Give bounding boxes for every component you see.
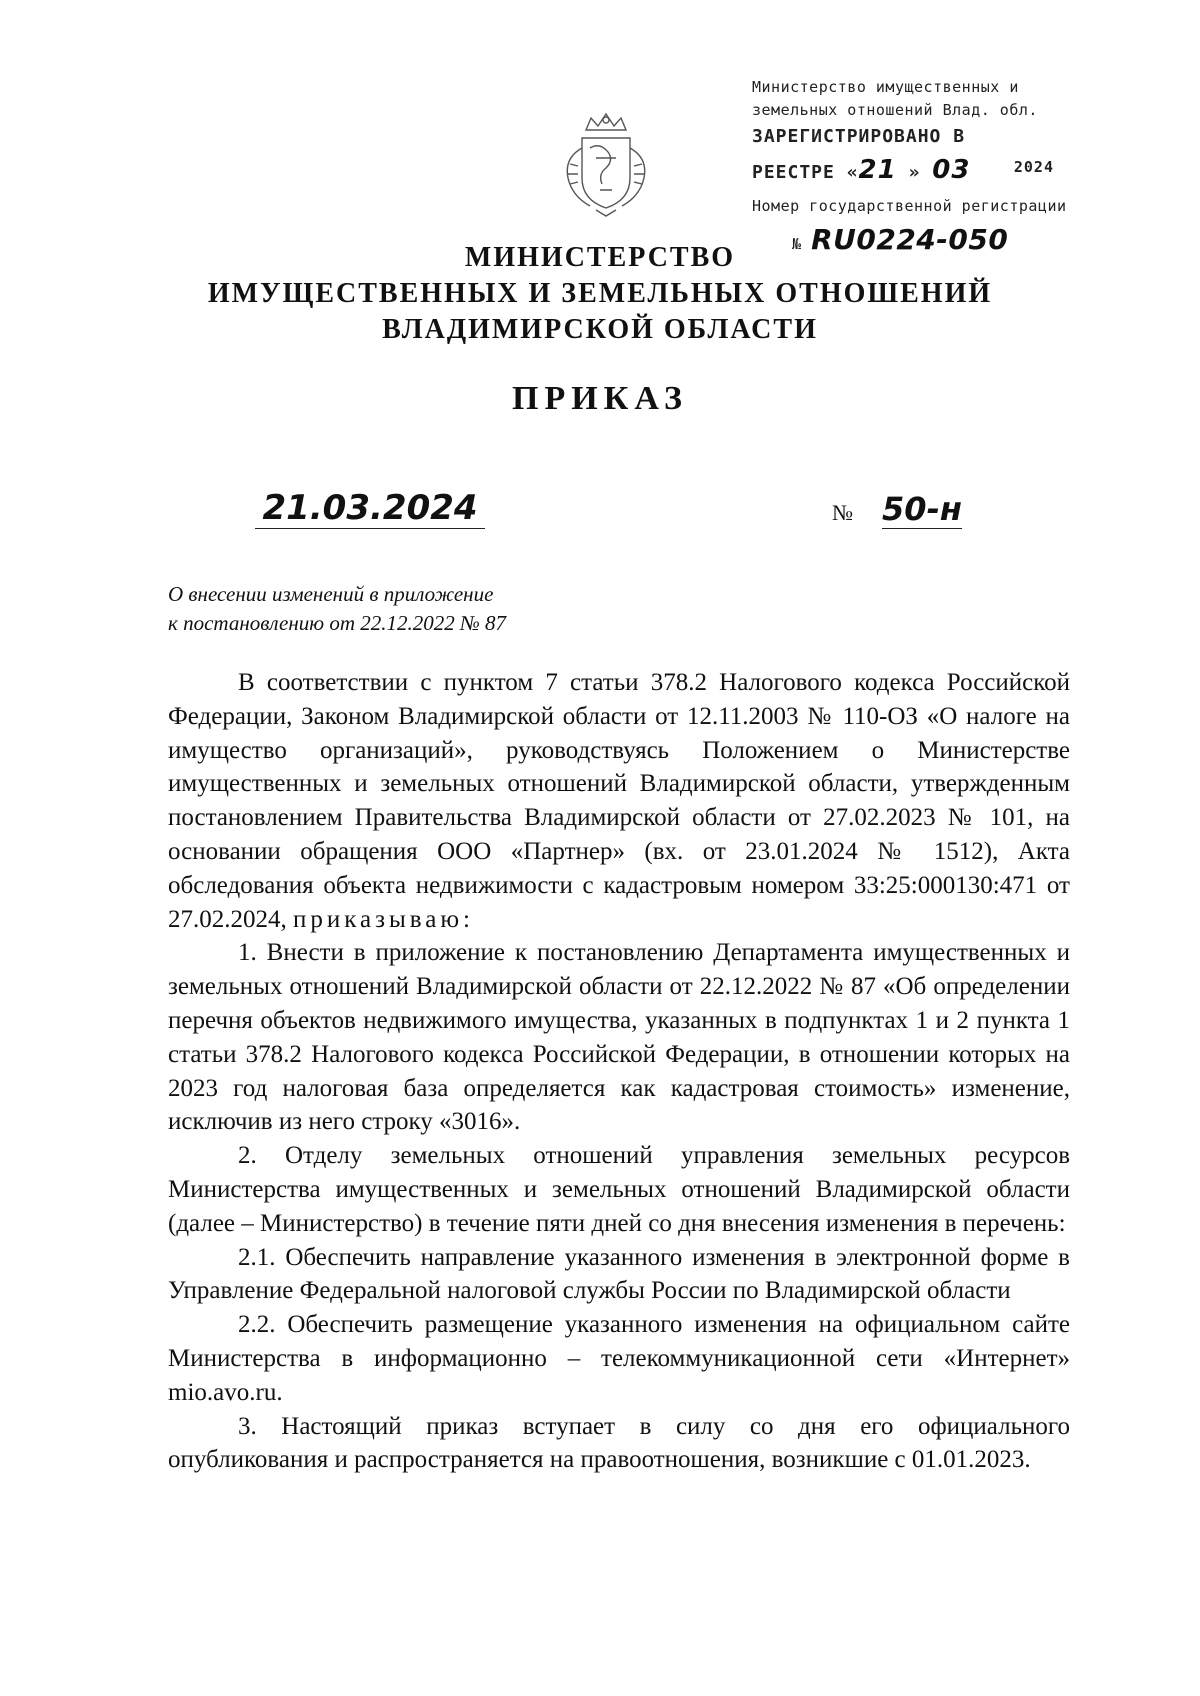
preamble-text: В соответствии с пунктом 7 статьи 378.2 Налогового кодекса Российской Федерации, Законом Владимирской области от 12.11.2003 № 110-ОЗ «О налоге на имущество организаций», руководствуясь Положением о Министерстве имущественных и земельных отношений Владимирской области, утвержденным постановлением Правительства Владимирской области от 27.02.2023 № 101, на основании обращения ООО «Партнер» (вх. от 23.01.2024 № 1512), Акта обследования объекта недвижимости с кадастровым номером 33:25:000130:471 от 27.02.2024, [168, 669, 1070, 933]
stamp-line-2: земельных отношений Влад. обл. [752, 101, 1038, 120]
stamp-line-3: ЗАРЕГИСТРИРОВАНО В [752, 125, 966, 147]
order-subject-line-1: О внесении изменений в приложение [168, 582, 494, 606]
ministry-heading-line-2: ИМУЩЕСТВЕННЫХ И ЗЕМЕЛЬНЫХ ОТНОШЕНИЙ [207, 278, 993, 309]
body-paragraph-2-2: 2.2. Обеспечить размещение указанного изменения на официальном сайте Министерства в информационно – телекоммуникационной сети «Интернет» mio.avo.ru. [168, 1311, 1070, 1406]
order-date-field [255, 488, 485, 529]
stamp-month-handwritten: 03 [932, 155, 971, 186]
body-paragraph-2-1: 2.1. Обеспечить направление указанного изменения в электронной форме в Управление Федеральной налоговой службы России по Владимирской области [168, 1243, 1070, 1305]
stamp-line-4 [752, 150, 1082, 190]
order-number-field [832, 490, 992, 530]
stamp-year: 2024 [1013, 158, 1054, 177]
order-number-line [882, 490, 962, 529]
body-paragraph-1: 1. Внести в приложение к постановлению Департамента имущественных и земельных отношений Владимирской области от 22.12.2022 № 87 «Об определении перечня объектов недвижимого имущества, указанных в подпунктах 1 и 2 пункта 1 статьи 378.2 Налогового кодекса Российской Федерации, в отношении которых на 2023 год налоговая база определяется как кадастровая стоимость» изменение, исключив из него строку «3016». [168, 939, 1070, 1136]
order-subject-line-2: к постановлению от 22.12.2022 № 87 [168, 611, 507, 635]
stamp-number-sign: № [792, 234, 802, 253]
ministry-heading-line-3: ВЛАДИМИРСКОЙ ОБЛАСТИ [382, 314, 818, 345]
ministry-heading-line-1: МИНИСТЕРСТВО [464, 242, 736, 273]
stamp-registry-prefix: РЕЕСТРЕ « [752, 162, 859, 184]
stamp-quote: » [908, 162, 921, 184]
stamp-day-handwritten: 21 [858, 155, 897, 186]
stamp-line-5: Номер государственной регистрации [752, 196, 1067, 215]
order-number-handwritten: 50-н [882, 490, 962, 528]
stamp-line-1: Министерство имущественных и [752, 78, 1019, 96]
stamp-reg-number-handwritten: RU0224-050 [811, 222, 1009, 256]
ministry-heading [0, 240, 1200, 348]
body-paragraph-preamble [168, 666, 1070, 936]
registration-stamp [752, 76, 1082, 261]
body-paragraph-3: 3. Настоящий приказ вступает в силу со дня его официального опубликования и распространяется на правоотношения, возникшие с 01.01.2023. [168, 1412, 1070, 1474]
order-keyword: приказываю: [293, 905, 474, 933]
coat-of-arms-icon [556, 108, 656, 218]
order-subject [168, 580, 648, 638]
order-title: ПРИКАЗ [512, 380, 688, 417]
order-body [168, 666, 1070, 1477]
order-date-handwritten: 21.03.2024 [262, 488, 478, 528]
body-paragraph-2: 2. Отделу земельных отношений управления земельных ресурсов Министерства имущественных и земельных отношений Владимирской области (далее – Министерство) в течение пяти дней со дня внесения изменения в перечень: [168, 1142, 1070, 1237]
order-number-label: № [832, 500, 853, 525]
